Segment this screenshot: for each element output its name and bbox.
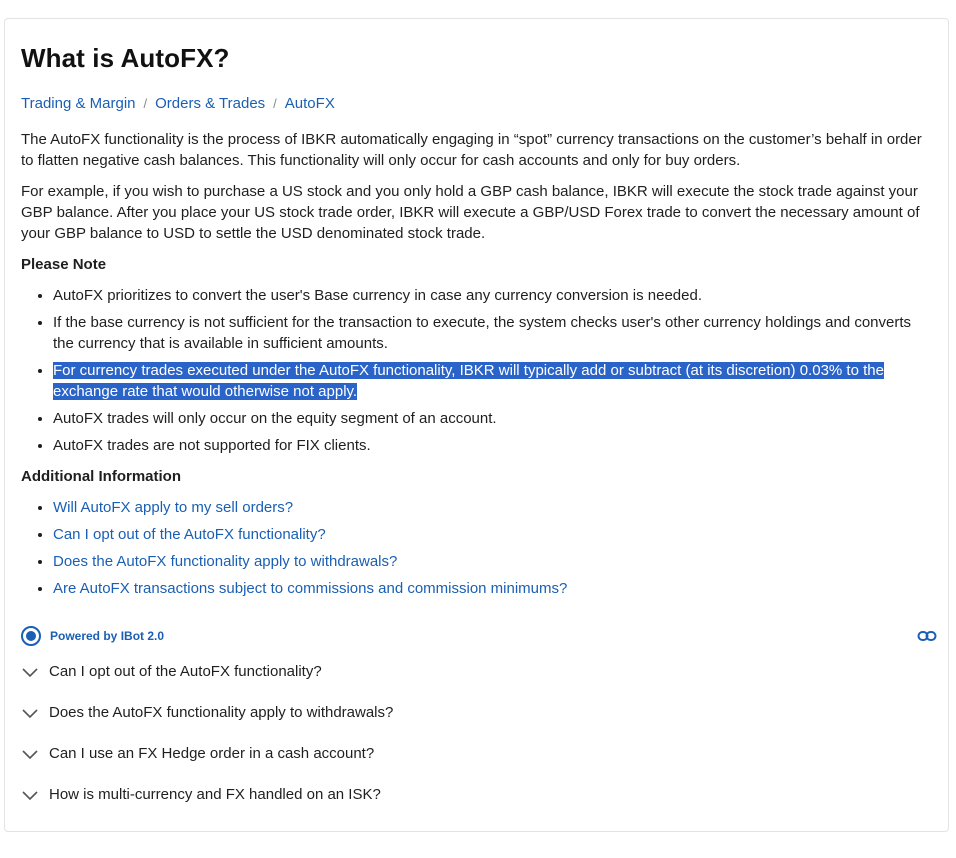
list-item: • AutoFX trades will only occur on the equity segment of an account. [53, 408, 933, 429]
breadcrumb [21, 95, 335, 112]
link-icon[interactable] [917, 627, 937, 645]
faq-question: Does the AutoFX functionality apply to withdrawals? [49, 704, 394, 721]
selected-text[interactable]: For currency trades executed under the AutoFX functionality, IBKR will typically add or subtract (at its discretion) 0.03% to the exchange rate that would otherwise not apply. [53, 362, 884, 400]
link-sell-orders[interactable]: Will AutoFX apply to my sell orders? [53, 499, 294, 516]
link-withdrawals[interactable]: Does the AutoFX functionality apply to withdrawals? [53, 553, 398, 570]
faq-question: Can I opt out of the AutoFX functionality? [49, 663, 322, 680]
page-title: What is AutoFX? [21, 43, 230, 73]
faq-item-fx-hedge[interactable] [21, 733, 937, 774]
chevron-down-icon [21, 745, 39, 763]
breadcrumb-trading-margin[interactable]: Trading & Margin [21, 95, 136, 112]
faq-item-opt-out[interactable] [21, 651, 937, 692]
faq-item-isk[interactable] [21, 774, 937, 815]
list-item-highlighted [53, 360, 933, 402]
list-item: • AutoFX prioritizes to convert the user's Base currency in case any currency conversion is needed. [53, 285, 933, 306]
please-note-heading: Please Note [21, 256, 107, 273]
ibot-bar [21, 625, 937, 647]
list-item [53, 578, 933, 599]
chevron-down-icon [21, 786, 39, 804]
additional-info-heading: Additional Information [21, 468, 181, 485]
breadcrumb-separator: / [143, 96, 148, 111]
faq-question: Can I use an FX Hedge order in a cash account? [49, 745, 375, 762]
list-item: • If the base currency is not sufficient for the transaction to execute, the system checks user's other currency holdings and converts the currency that is available in sufficient amounts. [53, 312, 933, 354]
link-commissions[interactable]: Are AutoFX transactions subject to commissions and commission minimums? [53, 580, 568, 597]
article-body [21, 129, 933, 609]
ibot-logo-icon [21, 626, 41, 646]
list-item [53, 524, 933, 545]
please-note-list [21, 285, 933, 456]
list-item [53, 497, 933, 518]
example-paragraph: For example, if you wish to purchase a US stock and you only hold a GBP cash balance, IBKR will execute the stock trade against your GBP balance. After you place your US stock trade order, IBKR will execute a GBP/USD Forex trade to convert the necessary amount of your GBP balance to USD to settle the USD denominated stock trade. [21, 183, 920, 242]
additional-info-list [21, 497, 933, 599]
breadcrumb-separator: / [273, 96, 277, 111]
breadcrumb-autofx[interactable]: AutoFX [284, 95, 335, 112]
breadcrumb-orders-trades[interactable]: Orders & Trades [155, 95, 266, 112]
intro-paragraph: The AutoFX functionality is the process of IBKR automatically engaging in “spot” currency transactions on the customer’s behalf in order to flatten negative cash balances. This functionality will only occur for cash accounts and only for buy orders. [21, 131, 922, 169]
chevron-down-icon [21, 663, 39, 681]
ibot-label: Powered by IBot 2.0 [50, 629, 165, 643]
chevron-down-icon [21, 704, 39, 722]
link-opt-out[interactable]: Can I opt out of the AutoFX functionality? [53, 526, 326, 543]
list-item: • AutoFX trades are not supported for FIX clients. [53, 435, 933, 456]
list-item [53, 551, 933, 572]
faq-item-withdrawals[interactable] [21, 692, 937, 733]
faq-question: How is multi-currency and FX handled on an ISK? [49, 786, 381, 803]
article-card [4, 18, 949, 832]
related-questions [21, 651, 937, 815]
